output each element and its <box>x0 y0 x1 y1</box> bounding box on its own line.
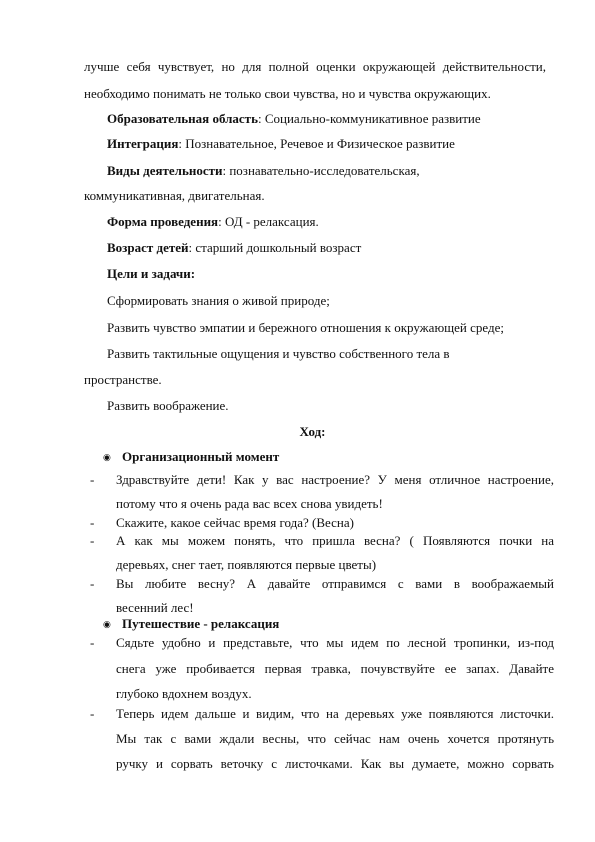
field-activity-cont: коммуникативная, двигательная. <box>84 188 265 203</box>
goal-3: Развить тактильные ощущения и чувство собственного тела в <box>107 346 450 361</box>
bullet-icon: ◉ <box>103 619 111 629</box>
item-a2: Скажите, какое сейчас время года? (Весна) <box>116 515 354 530</box>
section-1-title: Организационный момент <box>122 449 280 464</box>
dash-icon: - <box>90 533 95 548</box>
dash-icon: - <box>90 635 95 650</box>
field-age-label: Возраст детей <box>107 240 189 255</box>
item-a3: А как мы можем понять, что пришла весна? ( Появляются почки на <box>116 533 554 548</box>
goals-heading: Цели и задачи: <box>107 266 196 281</box>
item-a4: Вы любите весну? А давайте отправимся с вами в воображаемый <box>116 576 554 591</box>
item-a1-cont: потому что я очень рада вас всех снова увидеть! <box>116 496 383 511</box>
intro-line-2: необходимо понимать не только свои чувства, но и чувства окружающих. <box>84 86 491 101</box>
item-b2-cont-2: ручку и сорвать веточку с листочками. Как вы думаете, можно сорвать <box>116 756 554 771</box>
field-form-label: Форма проведения <box>107 214 219 229</box>
goal-2: Развить чувство эмпатии и бережного отношения к окружающей среде; <box>107 320 505 335</box>
field-area-value: : Социально-коммуникативное развитие <box>257 111 481 126</box>
dash-icon: - <box>90 576 95 591</box>
field-area <box>107 111 481 127</box>
field-form-value: : ОД - релаксация. <box>218 214 319 229</box>
goal-3-cont: пространстве. <box>84 372 162 387</box>
item-a3-cont: деревьях, снег тает, появляются первые цветы) <box>116 557 377 572</box>
field-integration <box>107 136 455 152</box>
intro-line-1: лучше себя чувствует, но для полной оценки окружающей действительности, <box>84 59 546 74</box>
dash-icon: - <box>90 472 95 487</box>
item-a4-cont: весенний лес! <box>116 600 194 615</box>
goal-1: Сформировать знания о живой природе; <box>107 293 330 308</box>
item-b1: Сядьте удобно и представьте, что мы идем по лесной тропинки, из-под <box>116 635 554 650</box>
field-area-label: Образовательная область <box>107 111 258 126</box>
field-form <box>107 214 319 230</box>
field-integration-value: : Познавательное, Речевое и Физическое развитие <box>178 136 455 151</box>
goal-4: Развить воображение. <box>107 398 229 413</box>
field-integration-label: Интеграция <box>107 136 179 151</box>
item-b2: Теперь идем дальше и видим, что на деревьях уже появляются листочки. <box>116 706 554 721</box>
item-b2-cont: Мы так с вами ждали весны, что сейчас нам очень хочется протянуть <box>116 731 554 746</box>
item-a1: Здравствуйте дети! Как у вас настроение? У меня отличное настроение, <box>116 472 554 487</box>
item-b1-cont: снега уже пробивается первая травка, почувствуйте ее запах. Давайте <box>116 661 554 676</box>
section-2-title: Путешествие - релаксация <box>122 616 280 631</box>
dash-icon: - <box>90 706 95 721</box>
field-age-value: : старший дошкольный возраст <box>188 240 362 255</box>
dash-icon: - <box>90 515 95 530</box>
bullet-icon: ◉ <box>103 452 111 462</box>
field-activity-label: Виды деятельности <box>107 163 223 178</box>
field-activity <box>107 163 420 179</box>
field-activity-value: : познавательно-исследовательская, <box>222 163 420 178</box>
field-age <box>107 240 361 256</box>
course-heading: Ход: <box>299 424 326 439</box>
item-b1-cont-2: глубоко вдохнем воздух. <box>116 686 252 701</box>
